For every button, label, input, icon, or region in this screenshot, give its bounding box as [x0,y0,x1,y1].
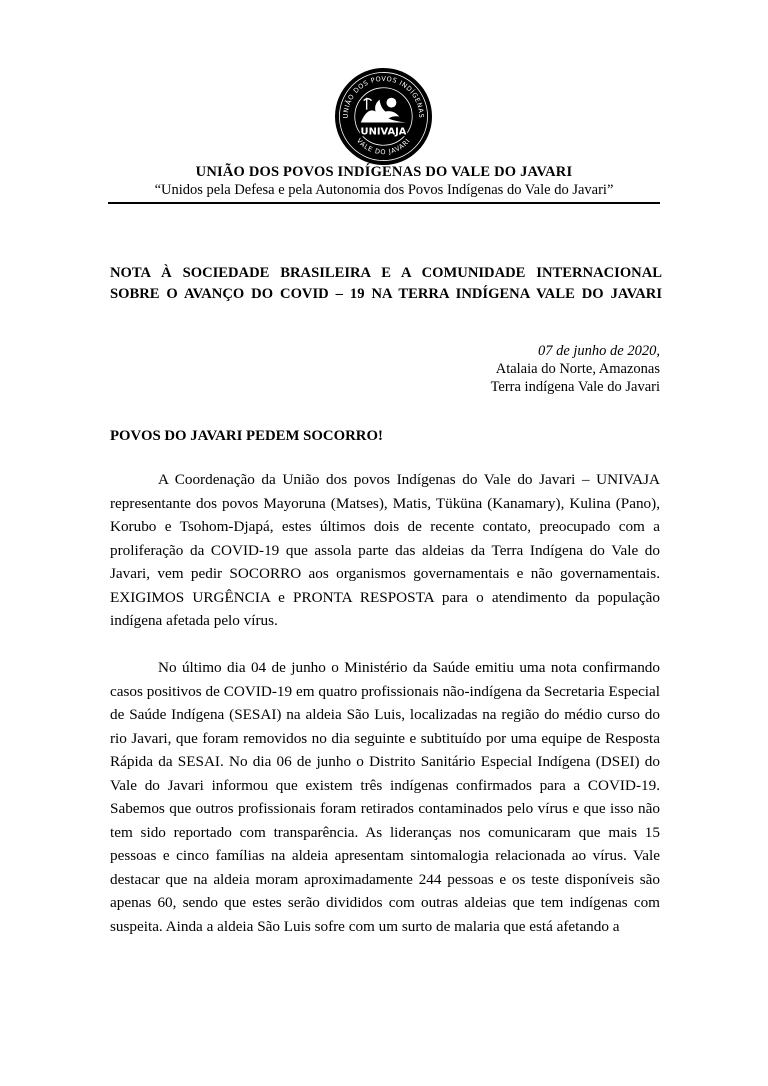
document-heading [110,263,662,305]
document-date: 07 de junho de 2020, [537,343,660,359]
svg-text:UNIVAJA: UNIVAJA [360,126,407,138]
svg-text:VALE DO JAVARI: VALE DO JAVARI [354,136,413,157]
header-divider [108,202,660,204]
univaja-seal-icon [334,67,433,166]
organization-name: UNIÃO DOS POVOS INDÍGENAS DO VALE DO JAVARI [195,164,573,180]
place-and-date [491,342,660,396]
document-territory: Terra indígena Vale do Javari [490,379,660,395]
body-paragraph-1: A Coordenação da União dos povos Indígenas do Vale do Javari – UNIVAJA representante dos povos Mayoruna (Matses), Matis, Tüküna (Kanamary), Kulina (Pano), Korubo e Tsohom-Djapá, estes últimos dois de recente contato, preocupado com a proliferação da COVID-19 que assola parte das aldeias da Terra Indígena do Vale do Javari, vem pedir SOCORRO aos organismos governamentais e não governamentais. EXIGIMOS URGÊNCIA e PRONTA RESPOSTA para o atendimento da população indígena afetada pelo vírus. [110,471,660,629]
section-title: POVOS DO JAVARI PEDEM SOCORRO! [110,428,383,444]
organization-motto: “Unidos pela Defesa e pela Autonomia dos Povos Indígenas do Vale do Javari” [154,182,614,198]
body-paragraph-2: No último dia 04 de junho o Ministério da Saúde emitiu uma nota confirmando casos positivos de COVID-19 em quatro profissionais não-indígena da Secretaria Especial de Saúde Indígena (SESAI) na aldeia São Luis, localizadas na região do médio curso do rio Javari, que foram removidos no dia seguinte e subtituído por uma equipe de Resposta Rápida da SESAI. No dia 06 de junho o Distrito Sanitário Especial Indígena (DSEI) do Vale do Javari informou que existem três indígenas confirmados para a COVID-19. Sabemos que outros profissionais foram retirados contaminados pelo vírus e que isso não tem sido reportado com transparência. As lideranças nos comunicaram que mais 15 pessoas e cinco famílias na aldeia apresentam sintomalogia relacionada ao vírus. Vale destacar que na aldeia moram aproximadamente 244 pessoas e os teste disponíveis são apenas 60, sendo que estes serão divididos com outras aldeias que tem indígenas com suspeita. Ainda a aldeia São Luis sofre com um surto de malaria que está afetando a [110,659,660,935]
heading-line-1: NOTA À SOCIEDADE BRASILEIRA E A COMUNIDADE INTERNACIONAL [110,265,662,281]
svg-text:UNIÃO DOS POVOS INDÍGENAS: UNIÃO DOS POVOS INDÍGENAS [341,74,426,119]
heading-line-2: SOBRE O AVANÇO DO COVID – 19 NA TERRA INDÍGENA VALE DO JAVARI [110,286,662,302]
document-city: Atalaia do Norte, Amazonas [495,361,660,377]
